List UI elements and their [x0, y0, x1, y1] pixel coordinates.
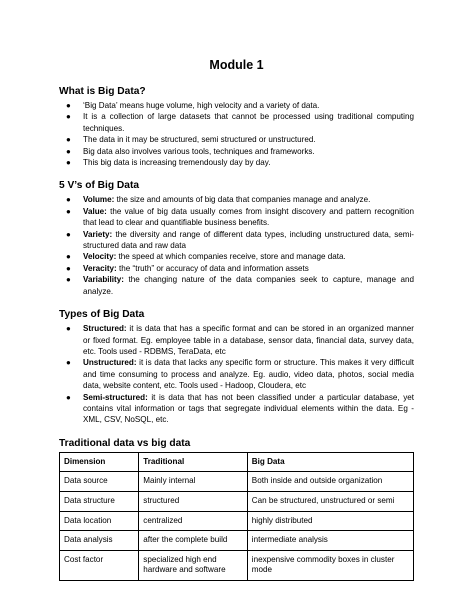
table-cell: inexpensive commodity boxes in cluster mode — [247, 550, 413, 580]
table-cell: Data analysis — [60, 531, 139, 551]
list-item-text: the size and amounts of big data that companies manage and analyze. — [114, 195, 371, 205]
list-item-text: Big data also involves various tools, techniques and frameworks. — [83, 146, 315, 156]
section-0 — [59, 86, 414, 168]
list-item-text: it is data that has a specific format and can be stored in an organized manner or fixed format. Eg. employee table in a database, sensor data, financial data, survey data, etc. Tools used - RDBMS, TeraData, etc — [83, 324, 414, 356]
table-heading: Traditional data vs big data — [59, 437, 191, 449]
list-item-term: Variety: — [83, 229, 113, 239]
list-item-text: It is a collection of large datasets that cannot be processed using traditional computing techniques. — [83, 112, 414, 133]
list-item — [59, 357, 414, 391]
list-item — [59, 157, 414, 168]
bullet-icon: ● — [66, 252, 71, 262]
section-heading: Types of Big Data — [59, 309, 145, 321]
bullet-icon: ● — [66, 263, 71, 273]
table-cell: after the complete build — [139, 531, 248, 551]
list-item — [59, 392, 414, 426]
bullet-icon: ● — [66, 101, 71, 110]
list-item — [59, 146, 414, 157]
list-item-text: it is data that lacks any specific form or structure. This makes it very difficult and time consuming to process and analyze. Eg. audio, video data, photos, social media data, website content, etc. Tools used - Hadoop, Cloudera, etc — [83, 358, 414, 391]
table-header-cell: Big Data — [247, 452, 413, 472]
bullet-icon: ● — [66, 229, 71, 239]
bullet-icon: ● — [66, 275, 71, 285]
list-item-term: Velocity: — [83, 252, 117, 262]
list-item — [59, 100, 414, 111]
list-item-text: the diversity and range of different data types, including unstructured data, semi-structured data and raw data — [83, 229, 414, 251]
list-item-text: the speed at which companies receive, store and manage data. — [116, 252, 346, 262]
list-item-text: it is data that has not been classified under a particular database, yet contains vital information or tags that segregate individual elements within the data. Eg - XML, CSV, NoSQL, etc. — [83, 392, 414, 425]
comparison-table-body — [60, 452, 414, 580]
table-row — [60, 472, 414, 492]
list-item-term: Variability: — [83, 275, 124, 285]
bullet-icon: ● — [66, 392, 71, 402]
bullet-icon: ● — [66, 158, 71, 168]
list-item — [59, 206, 414, 229]
list-item-text: the value of big data usually comes from insight discovery and pattern recognition that lead to clear and quantifiable business benefits. — [83, 206, 414, 228]
bullet-icon: ● — [66, 112, 71, 122]
list-item — [59, 194, 414, 205]
list-item-text: The data in it may be structured, semi structured or unstructured. — [83, 135, 316, 145]
table-header-cell: Traditional — [139, 452, 248, 472]
list-item — [59, 323, 414, 357]
table-row — [60, 531, 414, 551]
section-1 — [59, 180, 414, 297]
bullet-list — [59, 194, 414, 297]
table-cell: highly distributed — [247, 511, 413, 531]
section-2 — [59, 309, 414, 426]
bullet-icon: ● — [66, 135, 71, 145]
table-cell: Mainly internal — [139, 472, 248, 492]
list-item — [59, 134, 414, 145]
list-item-term: Value: — [83, 206, 107, 216]
table-cell: Cost factor — [60, 550, 139, 580]
list-item-text: This big data is increasing tremendously day by day. — [83, 158, 271, 168]
bullet-icon: ● — [66, 195, 71, 205]
table-cell: Data location — [60, 511, 139, 531]
bullet-icon: ● — [66, 146, 71, 156]
sections-container — [59, 86, 414, 426]
table-row — [60, 491, 414, 511]
list-item-term: Structured: — [83, 324, 127, 334]
table-cell: Data structure — [60, 491, 139, 511]
bullet-list — [59, 323, 414, 426]
list-item-term: Volume: — [83, 195, 115, 205]
table-cell: intermediate analysis — [247, 531, 413, 551]
bullet-icon: ● — [66, 324, 71, 334]
list-item — [59, 251, 414, 262]
table-header-cell: Dimension — [60, 452, 139, 472]
table-row — [60, 511, 414, 531]
table-cell: Data source — [60, 472, 139, 492]
list-item-term: Veracity: — [83, 263, 117, 273]
table-cell: centralized — [139, 511, 248, 531]
list-item-text: the changing nature of the data companies seek to capture, manage and analyze. — [83, 275, 414, 296]
section-heading: What is Big Data? — [59, 86, 146, 97]
list-item — [59, 229, 414, 252]
table-row — [60, 550, 414, 580]
bullet-list — [59, 100, 414, 168]
bullet-icon: ● — [66, 206, 71, 216]
table-cell: Both inside and outside organization — [247, 472, 413, 492]
list-item-term: Unstructured: — [83, 358, 137, 368]
list-item — [59, 263, 414, 274]
table-cell: structured — [139, 491, 248, 511]
page-title: Module 1 — [209, 58, 264, 72]
table-cell: specialized high end hardware and software — [139, 550, 248, 580]
table-cell: Can be structured, unstructured or semi — [247, 491, 413, 511]
comparison-table — [59, 452, 414, 581]
list-item — [59, 111, 414, 134]
list-item-text: ‘Big Data’ means huge volume, high velocity and a variety of data. — [83, 101, 320, 110]
section-heading: 5 V’s of Big Data — [59, 180, 140, 192]
list-item-text: the “truth” or accuracy of data and information assets — [116, 263, 309, 273]
table-header-row — [60, 452, 414, 472]
list-item — [59, 274, 414, 297]
list-item-term: Semi-structured: — [83, 392, 148, 402]
bullet-icon: ● — [66, 358, 71, 368]
